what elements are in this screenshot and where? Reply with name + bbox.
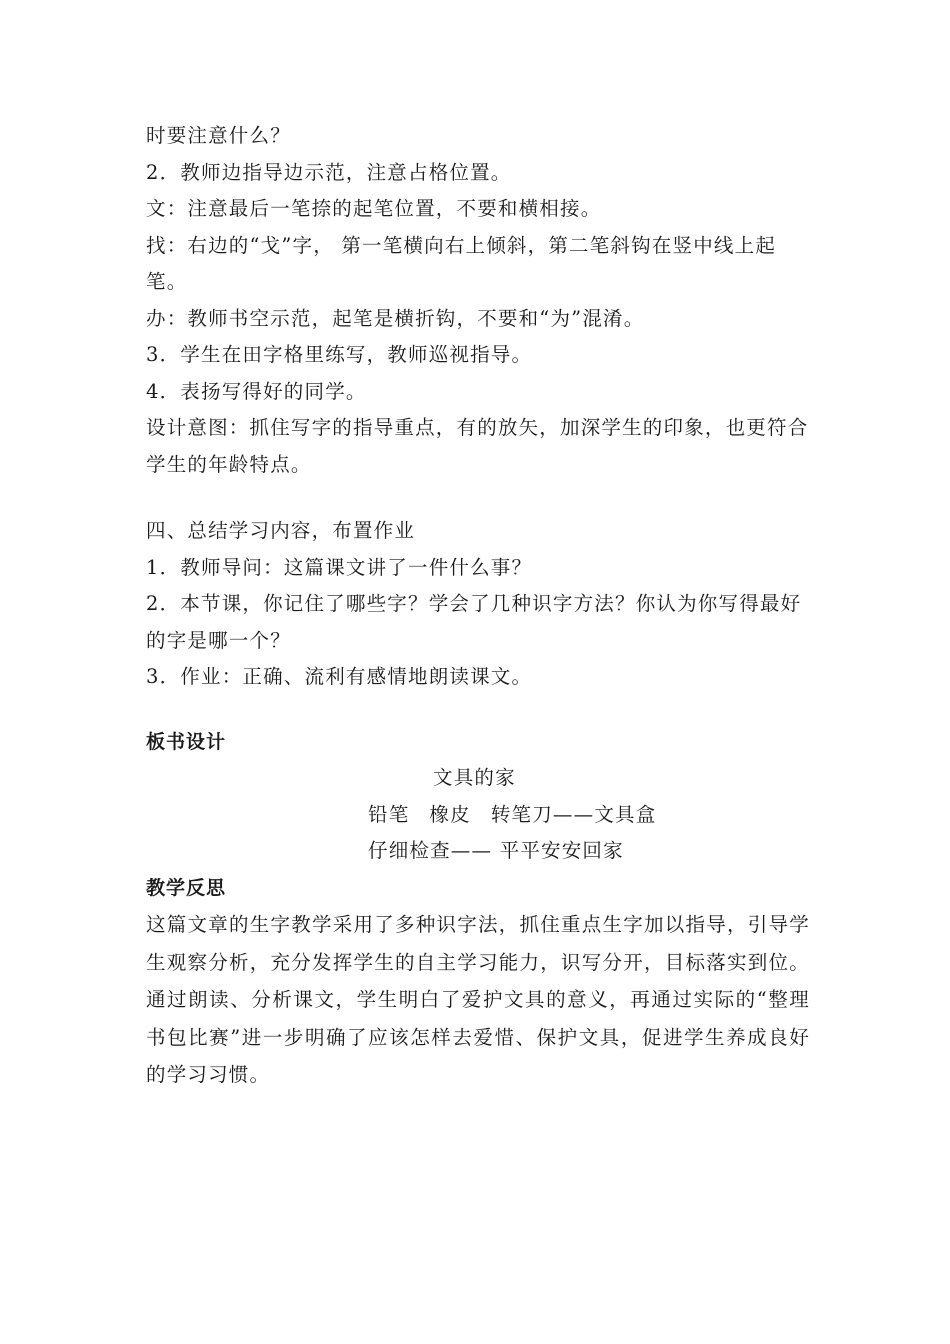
- text-line: 3．学生在田字格里练写，教师巡视指导。: [146, 343, 533, 366]
- board-row-1: [146, 797, 810, 834]
- text-line: 2．教师边指导边示范，注意占格位置。: [146, 160, 512, 184]
- board-design: [146, 724, 810, 870]
- board-item: 橡皮: [429, 802, 471, 826]
- text-line: 办：教师书空示范，起笔是横折钩，不要和“为”混淆。: [146, 306, 645, 330]
- board-title: 文具的家: [433, 766, 516, 789]
- reflection-paragraph: 这篇文章的生字教学采用了多种识字法，抓住重点生字加以指导，引导学生观察分析，充分发挥学生的自主学习能力，识写分开，目标落实到位。通过朗读、分析课文，学生明白了爱护文具的意义，再通过实际的“整理书包比赛”进一步明确了应该怎样去爱惜、保护文具，促进学生养成良好的学习习惯。: [146, 913, 810, 1087]
- board-design-content: [146, 760, 810, 870]
- spacer: [146, 483, 810, 513]
- text-line: 2．本节课，你记住了哪些字？学会了几种识字方法？你认为你写得最好的字是哪一个？: [146, 592, 802, 652]
- design-intent: 设计意图：抓住写字的指导重点，有的放矢，加深学生的印象，也更符合学生的年龄特点。: [146, 416, 809, 476]
- reflection-heading: 教学反思: [146, 876, 227, 899]
- text-line: 1．教师导问：这篇课文讲了一件什么事？: [146, 555, 533, 579]
- text-line: 4．表扬写得好的同学。: [146, 379, 367, 403]
- board-item: 铅笔: [368, 802, 410, 826]
- top-section: [146, 118, 810, 483]
- spacer: [146, 696, 810, 724]
- text-line: 找：右边的“戈”字， 第一笔横向右上倾斜，第二笔斜钩在竖中线上起笔。: [146, 233, 777, 293]
- text-line: 时要注意什么？: [146, 124, 291, 147]
- board-design-heading: 板书设计: [146, 730, 227, 753]
- reflection: [146, 870, 810, 1094]
- text-line: 文：注意最后一笔捺的起笔位置，不要和横相接。: [146, 197, 602, 220]
- board-item: 转笔刀——文具盒: [490, 802, 657, 826]
- document-page: [146, 118, 810, 1094]
- section-heading: 四、总结学习内容，布置作业: [146, 519, 416, 542]
- board-row-2: 仔细检查—— 平平安安回家: [368, 839, 624, 862]
- text-line: 3．作业：正确、流利有感情地朗读课文。: [146, 665, 533, 688]
- section-four: [146, 513, 810, 696]
